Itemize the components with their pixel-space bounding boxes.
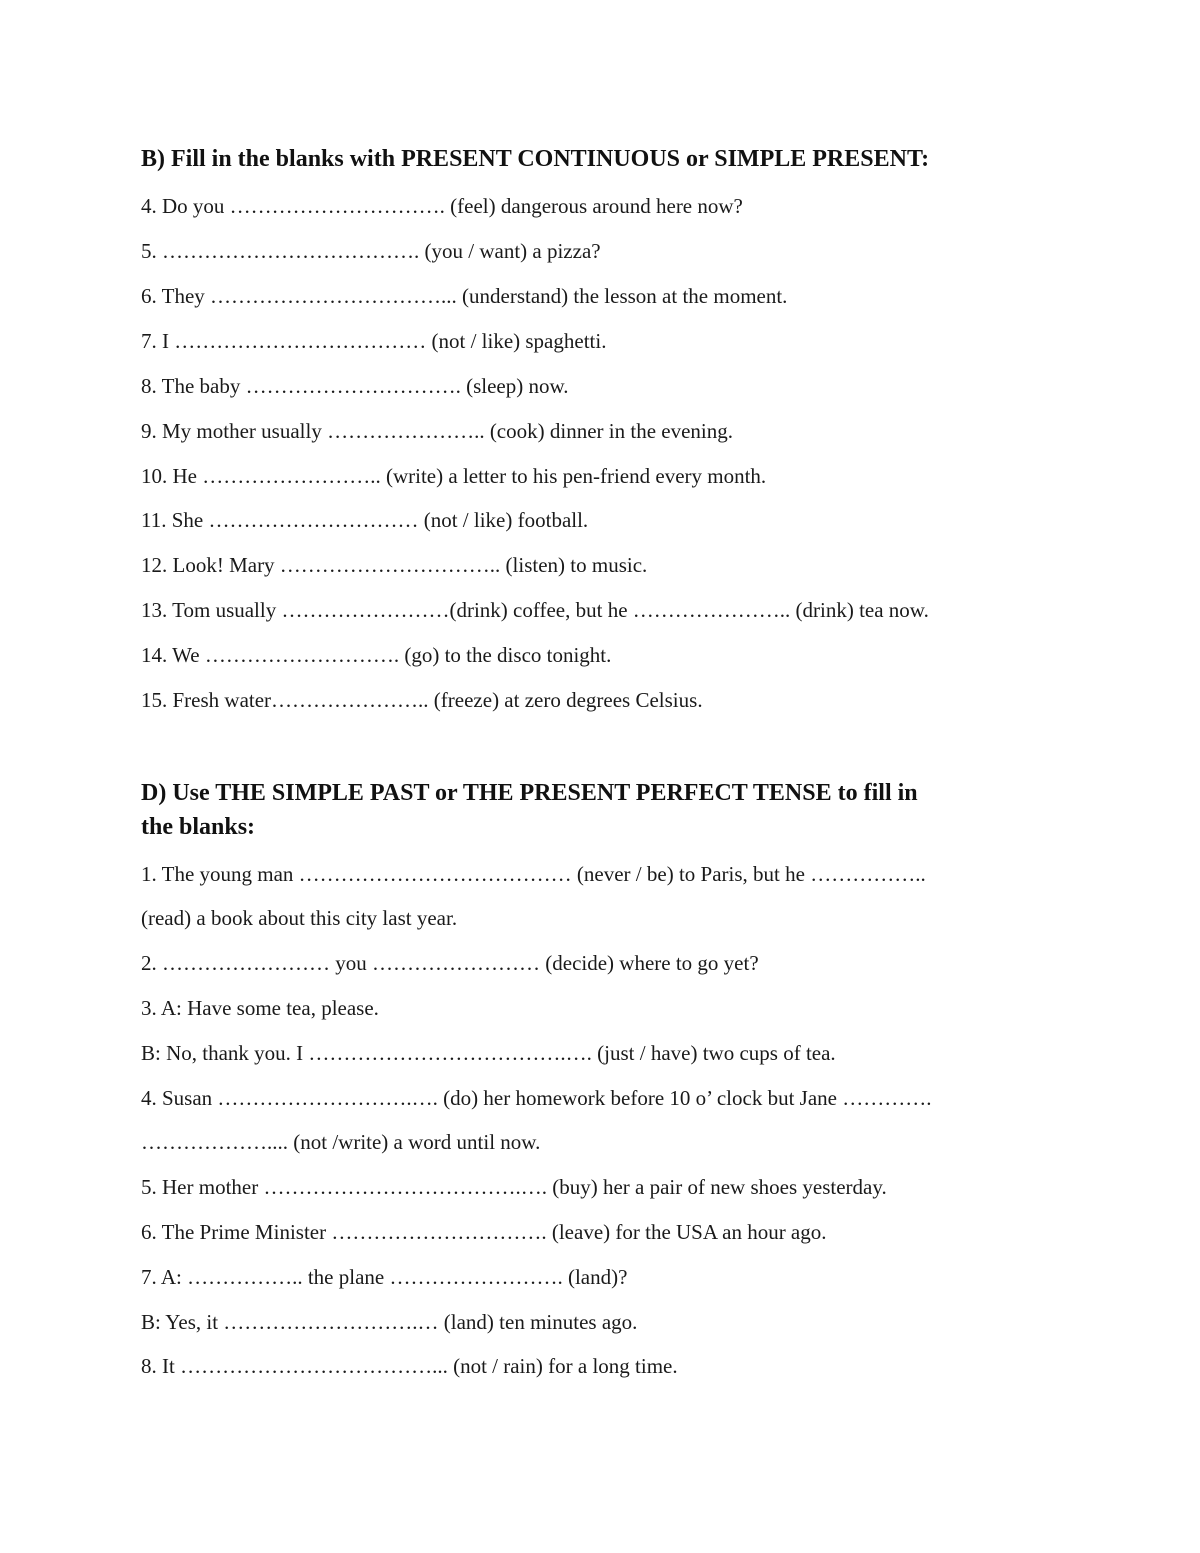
- section-d-item-8: 8. It ………………………………... (not / rain) for a long time.: [141, 1354, 678, 1378]
- section-d-item-1-continued: (read) a book about this city last year.: [141, 906, 458, 930]
- section-d-heading: D) Use THE SIMPLE PAST or THE PRESENT PERFECT TENSE to fill in: [141, 780, 918, 806]
- section-b-item-4: 4. Do you …………………………. (feel) dangerous around here now?: [141, 194, 743, 218]
- section-b-item-5: 5. ………………………………. (you / want) a pizza?: [141, 239, 601, 263]
- section-d-heading-continued: the blanks:: [141, 814, 256, 840]
- section-d-item-5: 5. Her mother ……………………………….…. (buy) her a pair of new shoes yesterday.: [141, 1175, 887, 1199]
- section-b-item-7: 7. I ……………………………… (not / like) spaghetti.: [141, 329, 607, 353]
- section-b-item-9: 9. My mother usually ………………….. (cook) dinner in the evening.: [141, 419, 733, 443]
- section-b-item-6: 6. They ……………………………... (understand) the lesson at the moment.: [141, 284, 788, 308]
- section-d-item-4-continued: ……………….... (not /write) a word until now.: [141, 1130, 541, 1154]
- section-d-item-2: 2. …………………… you …………………… (decide) where to go yet?: [141, 951, 759, 975]
- section-b-heading: B) Fill in the blanks with PRESENT CONTINUOUS or SIMPLE PRESENT:: [141, 146, 930, 172]
- section-b-item-10: 10. He …………………….. (write) a letter to his pen-friend every month.: [141, 464, 767, 488]
- section-d-item-6: 6. The Prime Minister …………………………. (leave) for the USA an hour ago.: [141, 1220, 827, 1244]
- section-d-item-7-reply: B: Yes, it ……………………….… (land) ten minutes ago.: [141, 1310, 638, 1334]
- section-b-item-8: 8. The baby …………………………. (sleep) now.: [141, 374, 569, 398]
- section-b-item-13: 13. Tom usually ……………………(drink) coffee, but he ………………….. (drink) tea now.: [141, 598, 929, 622]
- section-b-item-11: 11. She ………………………… (not / like) football.: [141, 508, 589, 532]
- section-d-item-3-reply: B: No, thank you. I ……………………………….…. (just / have) two cups of tea.: [141, 1041, 836, 1065]
- section-b-item-15: 15. Fresh water………………….. (freeze) at zero degrees Celsius.: [141, 688, 703, 712]
- section-d-item-1: 1. The young man ………………………………… (never / be) to Paris, but he ……………..: [141, 862, 926, 886]
- section-d-item-3: 3. A: Have some tea, please.: [141, 996, 379, 1020]
- section-b-item-14: 14. We ………………………. (go) to the disco tonight.: [141, 643, 612, 667]
- section-d-item-4: 4. Susan ……………………….…. (do) her homework before 10 o’ clock but Jane ………….: [141, 1086, 932, 1110]
- section-d-item-7: 7. A: …………….. the plane ……………………. (land)?: [141, 1265, 628, 1289]
- section-b-item-12: 12. Look! Mary ………………………….. (listen) to music.: [141, 553, 648, 577]
